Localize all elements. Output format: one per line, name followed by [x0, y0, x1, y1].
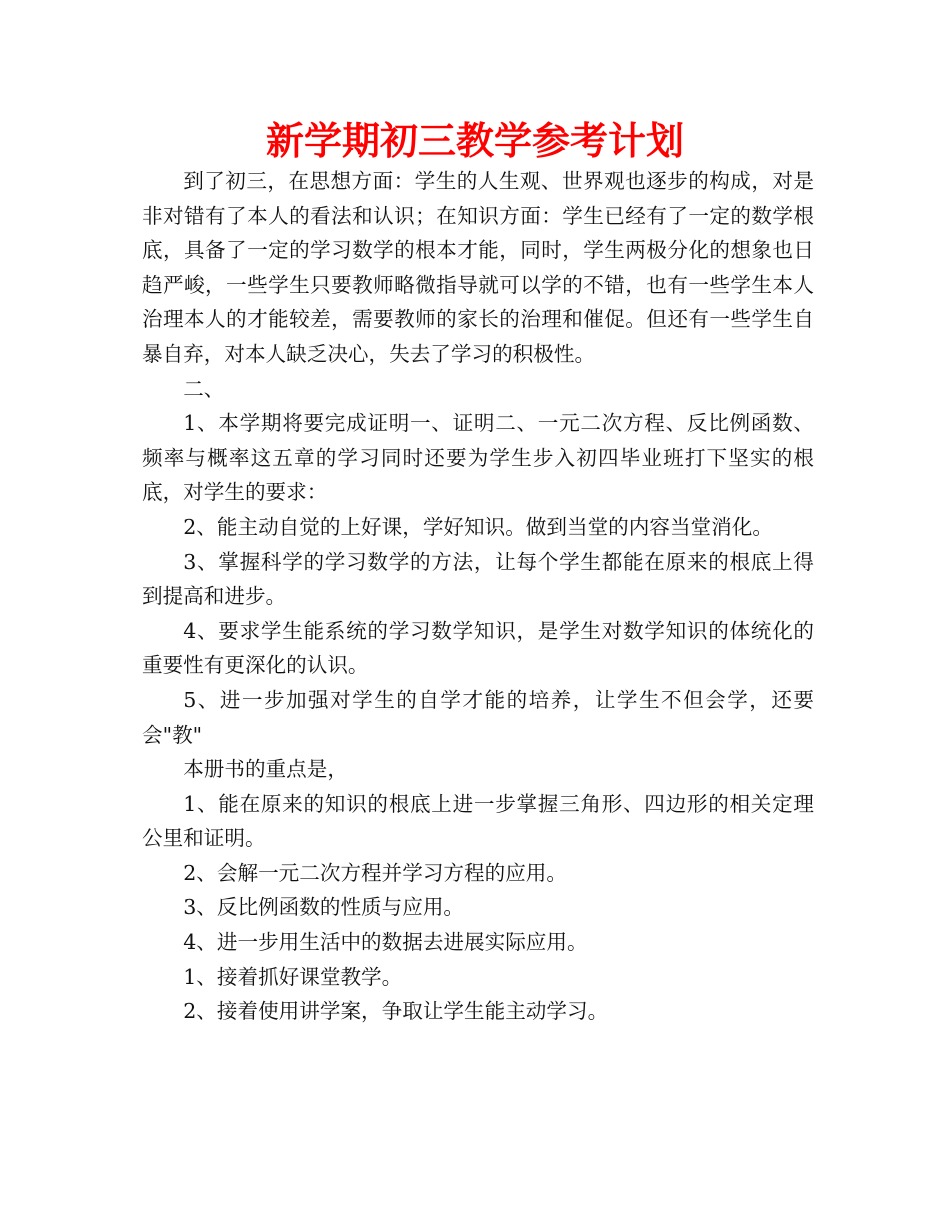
list-item: 1、本学期将要完成证明一、证明二、一元二次方程、反比例函数、频率与概率这五章的学习同时还要为学生步入初四毕业班打下坚实的根底，对学生的要求：: [142, 411, 814, 505]
list-item: 3、掌握科学的学习数学的方法，让每个学生都能在原来的根底上得到提高和进步。: [142, 549, 814, 609]
paragraph-key-points: 本册书的重点是，: [183, 757, 348, 782]
list-item: 3、反比例函数的性质与应用。: [183, 895, 465, 920]
list-item: 1、能在原来的知识的根底上进一步掌握三角形、四边形的相关定理公里和证明。: [142, 791, 814, 851]
list-item: 1、接着抓好课堂教学。: [183, 964, 403, 989]
list-item: 4、要求学生能系统的学习数学知识，是学生对数学知识的体统化的重要性有更深化的认识。: [142, 618, 814, 678]
list-item: 2、能主动自觉的上好课，学好知识。做到当堂的内容当堂消化。: [183, 514, 773, 539]
paragraph-intro: 到了初三，在思想方面：学生的人生观、世界观也逐步的构成，对是非对错有了本人的看法和认识；在知识方面：学生已经有了一定的数学根底，具备了一定的学习数学的根本才能，同时，学生两极分化的想象也日趋严峻，一些学生只要教师略微指导就可以学的不错，也有一些学生本人治理本人的才能较差，需要教师的家长的治理和催促。但还有一些学生自暴自弃，对本人缺乏决心，失去了学习的积极性。: [142, 169, 814, 366]
list-item: 4、进一步用生活中的数据去进展实际应用。: [183, 930, 588, 955]
list-item: 2、会解一元二次方程并学习方程的应用。: [183, 860, 567, 885]
list-item: 2、接着使用讲学案，争取让学生能主动学习。: [183, 999, 609, 1024]
list-item: 5、进一步加强对学生的自学才能的培养，让学生不但会学，还要会"教": [142, 687, 814, 747]
document-title: 新学期初三教学参考计划: [265, 119, 684, 163]
section-heading-two: 二、: [183, 376, 225, 401]
document-body: [142, 164, 814, 1029]
